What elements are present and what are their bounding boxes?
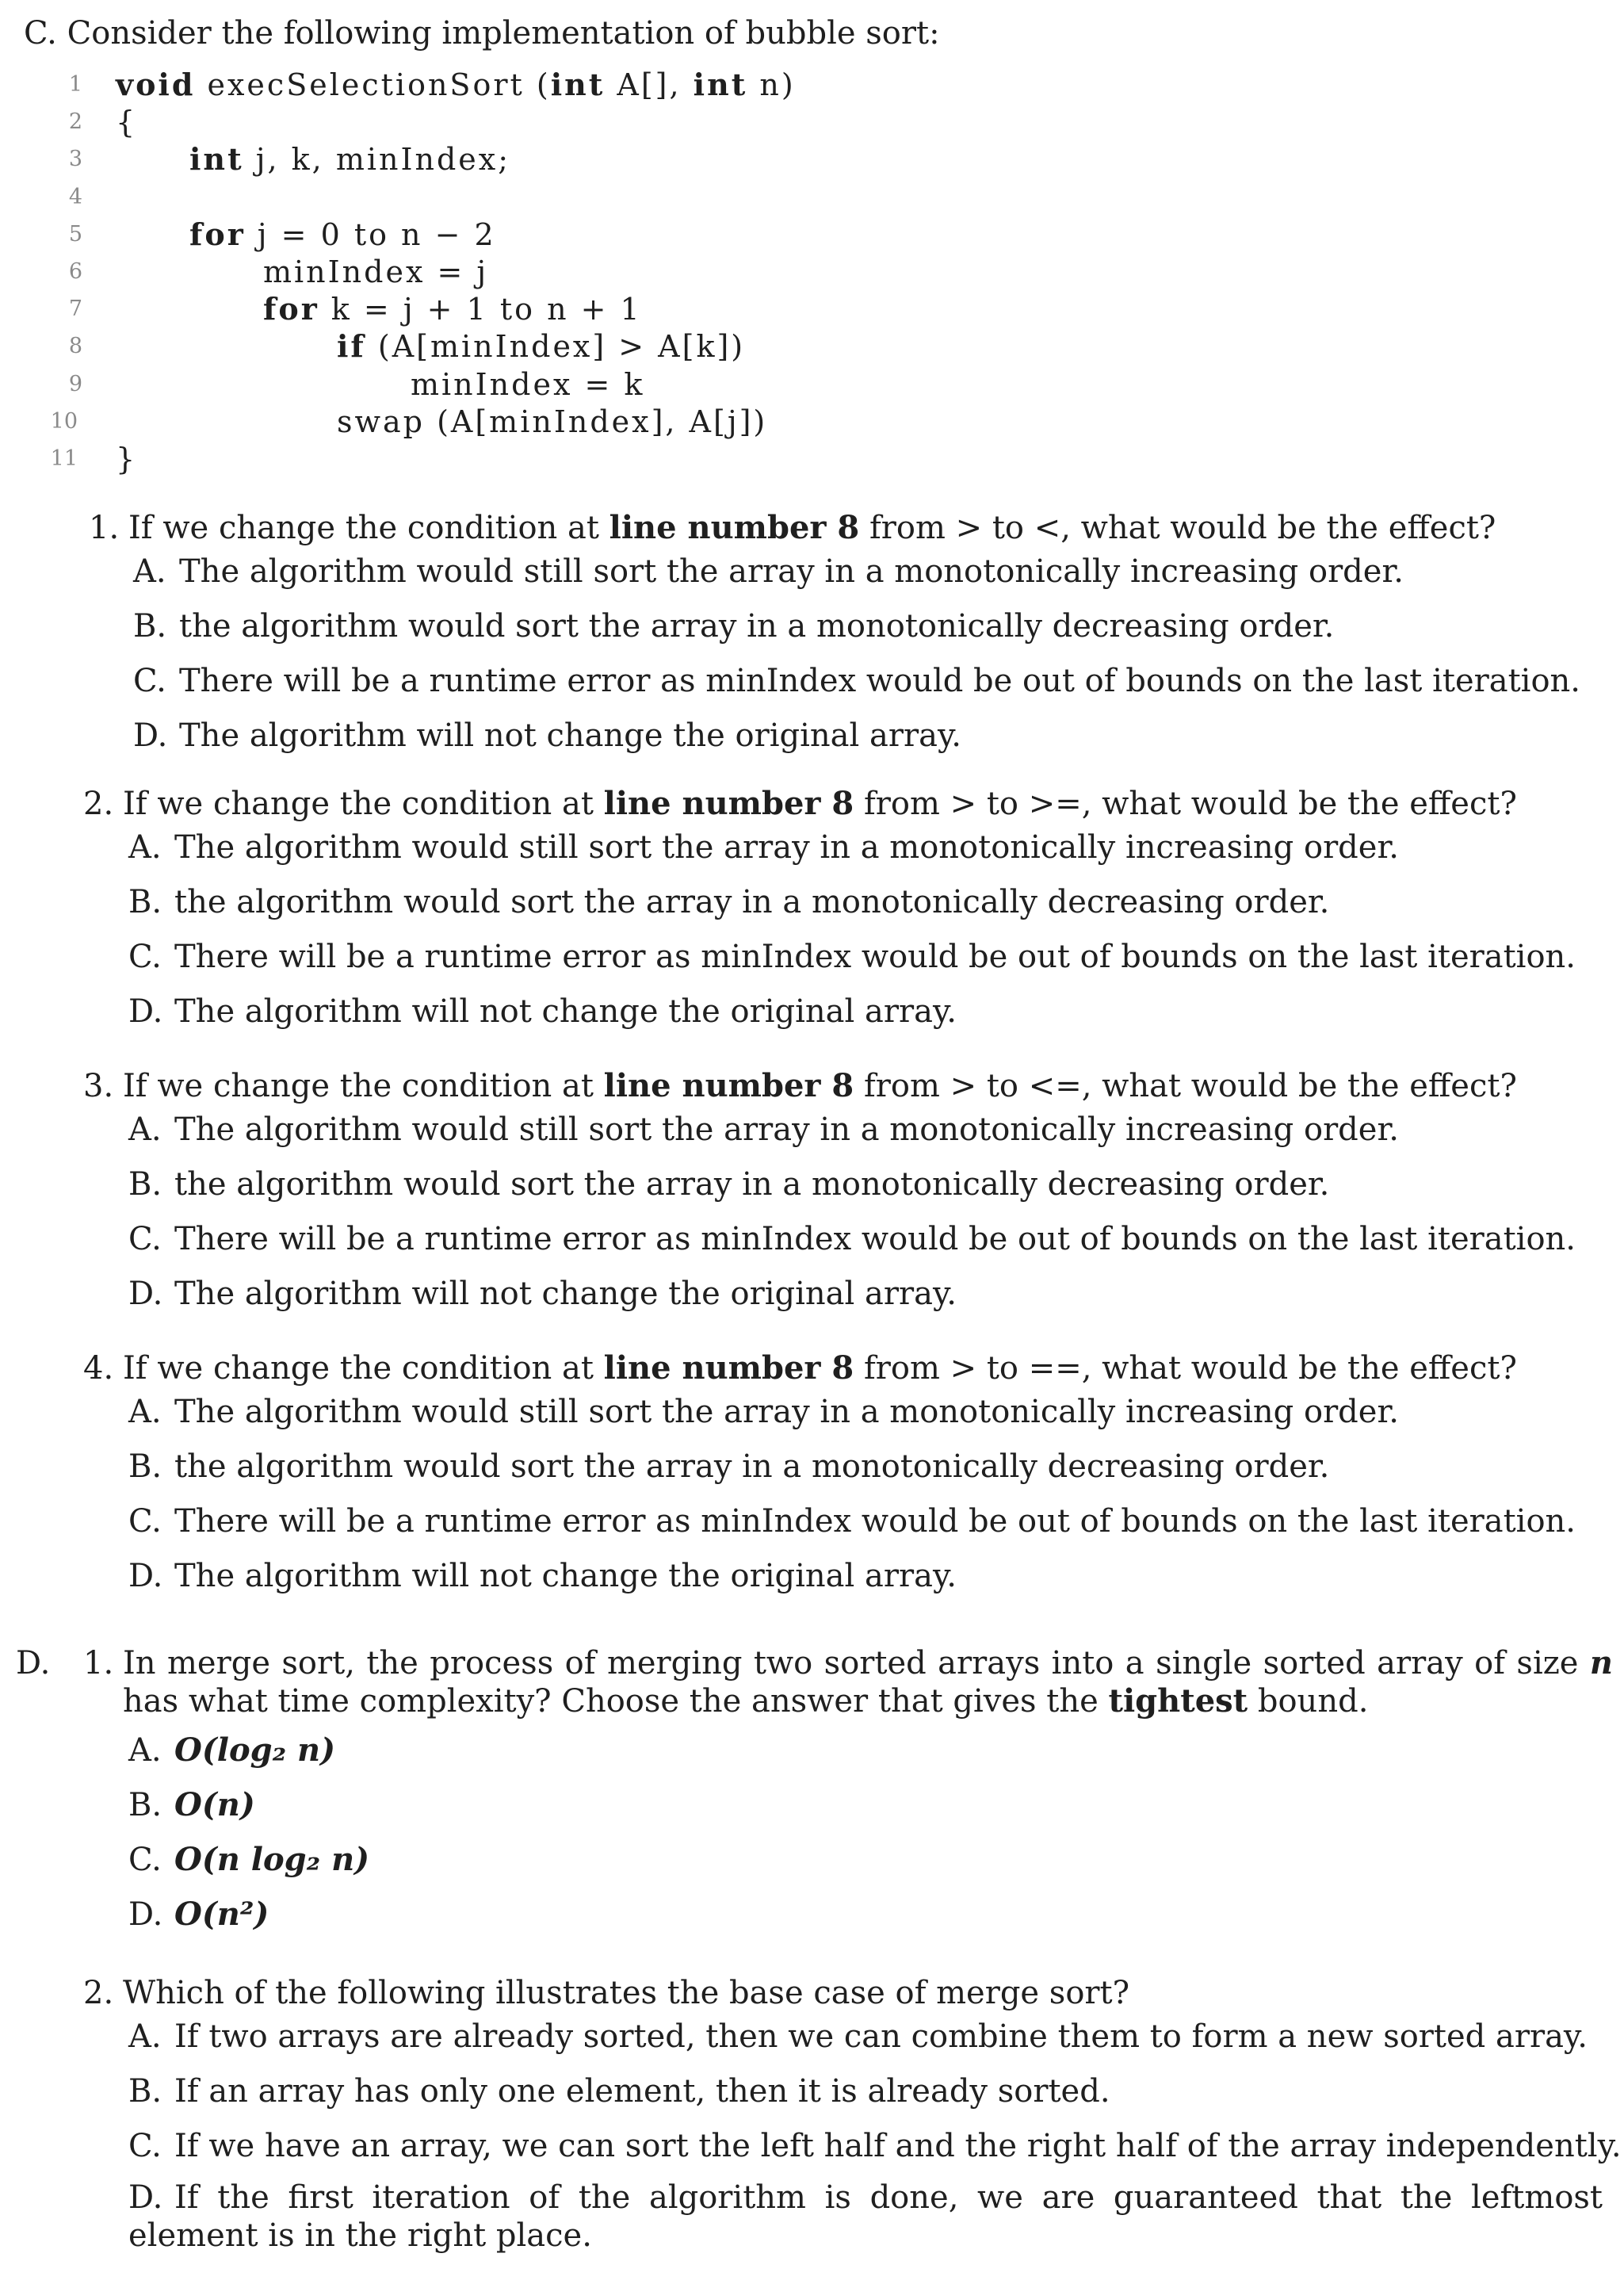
- math-n: n: [1589, 1644, 1613, 1681]
- line-number: 3: [68, 147, 82, 172]
- question-1: [89, 506, 1611, 550]
- d2-option-b: B. If an array has only one element, then it is already sorted.: [128, 2073, 1110, 2110]
- section-c-intro: Consider the following implementation of bubble sort:: [67, 15, 940, 52]
- line-number: 7: [68, 296, 82, 322]
- code-text: {: [116, 105, 138, 140]
- q2-option-b: B. the algorithm would sort the array in a monotonically decreasing order.: [128, 884, 1330, 920]
- question-number: 2.: [83, 1975, 114, 2011]
- q2-option-a: A. The algorithm would still sort the array in a monotonically increasing order.: [128, 829, 1399, 866]
- q3-option-c: C. There will be a runtime error as minIndex would be out of bounds on the last iteration.: [128, 1221, 1576, 1257]
- question-number: 1.: [83, 1645, 114, 1681]
- line-number: 2: [68, 109, 82, 135]
- section-d-label: D.: [16, 1645, 51, 1681]
- q4-option-b: B. the algorithm would sort the array in a monotonically decreasing order.: [128, 1448, 1330, 1485]
- q2-option-c: C. There will be a runtime error as minIndex would be out of bounds on the last iteration.: [128, 939, 1576, 975]
- question-number: 1.: [89, 510, 120, 546]
- d2-option-a: A. If two arrays are already sorted, then we can combine them to form a new sorted array.: [128, 2018, 1588, 2055]
- d1-option-b: B. O(n): [128, 1786, 255, 1823]
- question-bold: line number 8: [603, 785, 854, 822]
- q1-option-a: A. The algorithm would still sort the array in a monotonically increasing order.: [133, 553, 1404, 590]
- section-d-question-1: [83, 1641, 1613, 1720]
- d1-option-d-math: O(n²): [174, 1896, 269, 1933]
- q4-option-c: C. There will be a runtime error as minIndex would be out of bounds on the last iteration.: [128, 1503, 1576, 1540]
- line-number: 11: [50, 446, 78, 471]
- code-text: for k = j + 1 to n + 1: [263, 291, 642, 327]
- q1-option-d: D. The algorithm will not change the original array.: [133, 717, 961, 754]
- question-bold: line number 8: [603, 1349, 854, 1387]
- question-text: Which of the following illustrates the base case of merge sort?: [123, 1975, 1130, 2011]
- q3-option-d: D. The algorithm will not change the original array.: [128, 1276, 957, 1312]
- code-text: void execSelectionSort (int A[], int n): [116, 67, 796, 102]
- code-text: minIndex = k: [411, 366, 645, 402]
- question-3: [83, 1064, 1605, 1108]
- q1-option-b: B. the algorithm would sort the array in a monotonically decreasing order.: [133, 608, 1335, 645]
- section-d-question-2: [83, 1971, 1605, 2015]
- q2-option-d: D. The algorithm will not change the original array.: [128, 993, 957, 1030]
- section-c-heading: [24, 11, 940, 55]
- question-bold: line number 8: [609, 509, 860, 546]
- line-number: 8: [68, 334, 82, 359]
- code-text: swap (A[minIndex], A[j]): [337, 404, 768, 439]
- q4-option-a: A. The algorithm would still sort the array in a monotonically increasing order.: [128, 1394, 1399, 1430]
- section-c-label: C.: [24, 15, 57, 52]
- d1-option-c: C. O(n log₂ n): [128, 1841, 370, 1878]
- code-text: for j = 0 to n − 2: [189, 216, 496, 252]
- question-bold: tightest: [1108, 1682, 1248, 1720]
- d2-option-c: C. If we have an array, we can sort the left half and the right half of the array independently.: [128, 2128, 1622, 2164]
- question-text: If we change the condition at line number 8 from > to >=, what would be the effect?: [123, 785, 1517, 822]
- q4-option-d: D. The algorithm will not change the original array.: [128, 1558, 957, 1594]
- question-text: If we change the condition at line number 8 from > to ==, what would be the effect?: [123, 1349, 1517, 1387]
- question-text: If we change the condition at line number 8 from > to <=, what would be the effect?: [123, 1067, 1517, 1104]
- question-text: In merge sort, the process of merging two sorted arrays into a single sorted array of size: [123, 1645, 1590, 1681]
- q3-option-b: B. the algorithm would sort the array in a monotonically decreasing order.: [128, 1166, 1330, 1203]
- d1-option-d: D. O(n²): [128, 1896, 269, 1933]
- question-number: 3.: [83, 1068, 114, 1104]
- line-number: 9: [68, 371, 82, 396]
- question-number: 2.: [83, 786, 114, 822]
- d1-option-a: A. O(log₂ n): [128, 1731, 336, 1769]
- line-number: 5: [68, 221, 82, 247]
- d1-option-a-math: O(log₂ n): [174, 1731, 336, 1769]
- question-4: [83, 1346, 1605, 1391]
- question-text-end: bound.: [1248, 1683, 1369, 1720]
- code-text: }: [116, 442, 138, 476]
- question-text-cont: has what time complexity? Choose the answer that gives the: [123, 1683, 1109, 1720]
- line-number: 10: [50, 408, 78, 434]
- line-number: 1: [68, 72, 82, 97]
- line-number: 4: [68, 184, 82, 209]
- q3-option-a: A. The algorithm would still sort the array in a monotonically increasing order.: [128, 1111, 1399, 1148]
- code-text: if (A[minIndex] > A[k]): [337, 328, 746, 365]
- code-text: int j, k, minIndex;: [189, 141, 511, 178]
- d1-option-c-math: O(n log₂ n): [174, 1841, 370, 1878]
- q1-option-c: C. There will be a runtime error as minIndex would be out of bounds on the last iteration.: [133, 663, 1581, 699]
- code-text: minIndex = j: [263, 254, 489, 289]
- d1-option-b-math: O(n): [174, 1786, 255, 1823]
- question-text: If we change the condition at line number 8 from > to <, what would be the effect?: [128, 509, 1496, 546]
- question-number: 4.: [83, 1350, 114, 1387]
- question-2: [83, 782, 1605, 826]
- line-number: 6: [68, 259, 82, 284]
- question-bold: line number 8: [603, 1067, 854, 1104]
- d2-option-d: D. If the first iteration of the algorithm is done, we are guaranteed that the leftmost element is in the right place.: [128, 2179, 1603, 2254]
